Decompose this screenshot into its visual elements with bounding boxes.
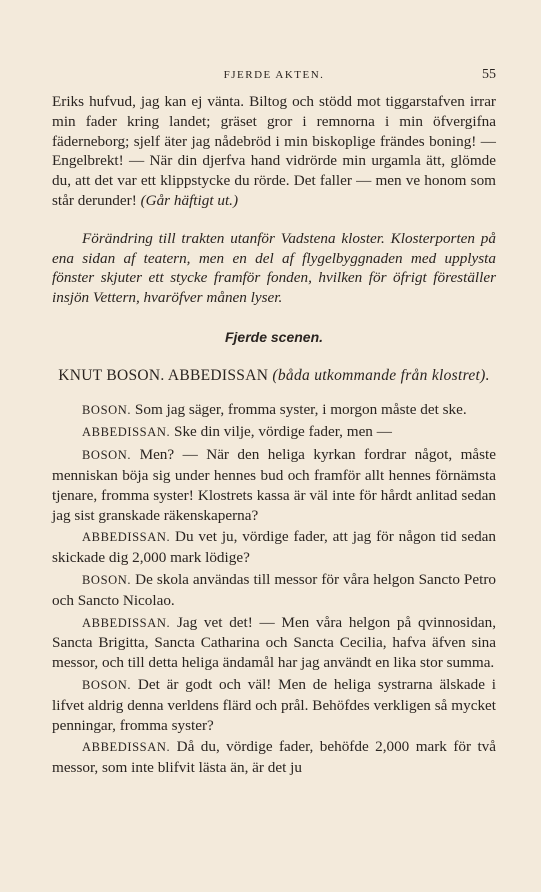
speech-text: Jag vet det! — Men våra helgon på qvinnosidan, Sancta Brigitta, Sancta Catharina och Sancta Cecilia, hafva äfven sina messor, och till detta heliga ändamål har jag användt en lika stor summa. [52, 613, 497, 672]
opening-text: Eriks hufvud, jag kan ej vänta. Biltog och stödd mot tiggarstafven irrar min fader kring landet; gräset gror i remnorna i min öfvergifna fäderneborg; sjelf äter jag nådebröd i min biskoplige frändes boning! — Engelbrekt! — När din djerfva hand vidrörde min urgamla ätt, glömde du, att det var ett klippstycke du rörde. Det faller — men ve honom som står derunder! [52, 93, 496, 209]
speech-text: De skola användas till messor för våra helgon Sancto Petro och Sancto Nicolao. [52, 570, 496, 609]
characters-note: (båda utkommande från klostret). [272, 366, 490, 384]
opening-paragraph [52, 92, 496, 211]
speaker-name: ABBEDISSAN. [82, 425, 171, 440]
page-number: 55 [482, 67, 496, 82]
opening-direction: (Går häftigt ut.) [140, 191, 239, 209]
speech [52, 445, 496, 525]
scene-title: Fjerde scenen. [224, 328, 324, 345]
speech [52, 737, 496, 778]
speech-text: Som jag säger, fromma syster, i morgon måste det ske. [134, 400, 467, 418]
scene-characters [52, 366, 496, 386]
speech [52, 675, 496, 735]
running-title: FJERDE AKTEN. [223, 69, 325, 81]
speech [52, 400, 496, 421]
speaker-name: BOSON. [82, 677, 132, 692]
speech [52, 613, 496, 673]
speaker-name: ABBEDISSAN. [82, 530, 171, 545]
page-header [52, 67, 496, 87]
page-body [52, 92, 496, 778]
speaker-name: BOSON. [82, 572, 132, 587]
speech [52, 422, 496, 443]
characters-names: KNUT BOSON. ABBEDISSAN [58, 366, 273, 384]
speech [52, 527, 496, 568]
speech-text: Det är godt och väl! Men de heliga systrarna älskade i lifvet aldrig denna verldens flärd och prål. Behöfdes verkligen så mycket penningar, fromma syster? [52, 675, 496, 734]
speech-text: Då du, vördige fader, behöfde 2,000 mark för två messor, som inte blifvit lästa än, är det ju [52, 738, 496, 777]
speech [52, 570, 496, 611]
speaker-name: ABBEDISSAN. [82, 615, 171, 630]
speaker-name: BOSON. [82, 402, 132, 417]
speaker-name: BOSON. [82, 448, 132, 463]
stage-direction: Förändring till trakten utanför Vadstena kloster. Klosterporten på ena sidan af teatern, men en del af flygelbyggnaden med upplysta fönster skjuter ett stycke framför fonden, hvilken för öfrigt föreställer insjön Vettern, hvaröfver månen lyser. [52, 229, 496, 307]
speech-text: Du vet ju, vördige fader, att jag för någon tid sedan skickade dig 2,000 mark lödige? [52, 528, 496, 567]
speech-text: Men? — När den heliga kyrkan fordrar något, måste menniskan böja sig under hennes bud och framför allt hennes förnämsta tjenare, fromma syster! Klostrets kassa är väl inte för hårdt anlitad sedan jag sist granskade räkenskaperna? [52, 446, 496, 524]
speaker-name: ABBEDISSAN. [82, 740, 171, 755]
speech-text: Ske din vilje, vördige fader, men — [174, 423, 392, 441]
